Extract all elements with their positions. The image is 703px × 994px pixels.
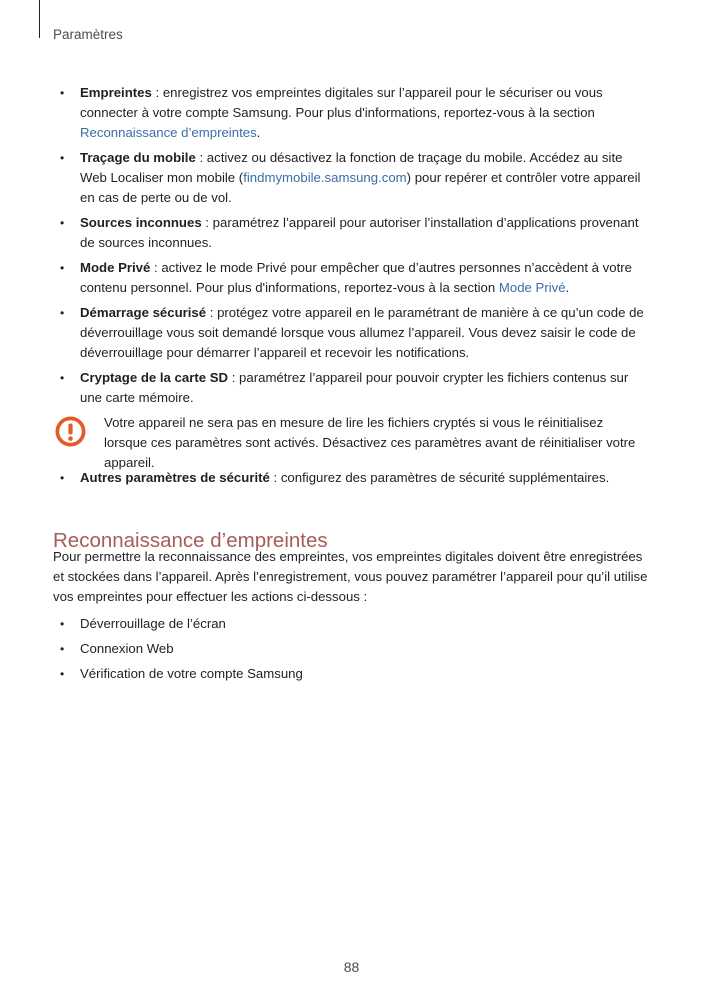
header-rule xyxy=(39,0,40,38)
list-item xyxy=(60,639,650,659)
list-item xyxy=(60,614,650,634)
item-text: : paramétrez l’appareil pour pouvoir crypter les fichiers contenus sur une carte mémoire. xyxy=(80,370,629,405)
action-label: Connexion Web xyxy=(80,641,174,656)
page-header: Paramètres xyxy=(53,27,123,42)
item-text: : protégez votre appareil en le paramétrant de manière à ce qu’un code de déverrouillage vous soit demandé lorsque vous allumez l’appareil. Vous devez saisir le code de déverrouillage pour démarrer l’appareil et recevoir les notifications. xyxy=(80,305,644,360)
link-findmymobile[interactable]: findmymobile.samsung.com xyxy=(243,170,407,185)
warning-note xyxy=(0,413,703,470)
item-text-end: ) pour repérer et contrôler votre appareil en cas de perte ou de vol. xyxy=(80,170,641,205)
item-term: Autres paramètres de sécurité xyxy=(80,470,270,485)
item-term: Traçage du mobile xyxy=(80,150,196,165)
section-title: Reconnaissance d’empreintes xyxy=(53,529,328,552)
action-label: Vérification de votre compte Samsung xyxy=(80,666,303,681)
item-term: Mode Privé xyxy=(80,260,151,275)
item-text: : activez ou désactivez la fonction de traçage du mobile. Accédez au site Web Localiser mon mobile ( xyxy=(80,150,623,185)
list-item-tracage xyxy=(60,148,650,208)
item-term: Cryptage de la carte SD xyxy=(80,370,229,385)
item-text: : configurez des paramètres de sécurité supplémentaires. xyxy=(269,470,610,485)
bullet-icon: • xyxy=(60,471,65,485)
bullet-icon: • xyxy=(60,617,65,631)
bullet-icon: • xyxy=(60,261,65,275)
item-term: Sources inconnues xyxy=(80,215,202,230)
bullet-icon: • xyxy=(60,371,65,385)
bullet-icon: • xyxy=(60,151,65,165)
item-term: Démarrage sécurisé xyxy=(80,305,207,320)
item-text-end: . xyxy=(256,125,261,140)
page-number: 88 xyxy=(343,959,360,975)
warning-icon xyxy=(54,415,87,448)
bullet-icon: • xyxy=(60,306,65,320)
list-item-demarrage xyxy=(60,303,650,363)
bullet-icon: • xyxy=(60,216,65,230)
action-label: Déverrouillage de l’écran xyxy=(80,616,226,631)
warning-text: Votre appareil ne sera pas en mesure de lire les fichiers cryptés si vous le réinitialisez lorsque ces paramètres sont activés. Désactivez ces paramètres avant de réinitialiser votre appareil. xyxy=(104,415,636,470)
bullet-icon: • xyxy=(60,667,65,681)
list-item-empreintes xyxy=(60,83,650,143)
bullet-icon: • xyxy=(60,642,65,656)
list-item-sources xyxy=(60,213,650,253)
fingerprint-actions-list xyxy=(0,614,703,689)
item-text: : paramétrez l’appareil pour autoriser l’installation d’applications provenant de sources inconnues. xyxy=(80,215,639,250)
item-text: : activez le mode Privé pour empêcher que d’autres personnes n’accèdent à votre contenu personnel. Pour plus d'informations, reportez-vous à la section xyxy=(80,260,632,295)
security-settings-list xyxy=(0,83,703,493)
list-item-autres xyxy=(60,468,650,488)
link-mode-prive[interactable]: Mode Privé xyxy=(498,280,566,295)
link-reconnaissance[interactable]: Reconnaissance d’empreintes xyxy=(80,125,257,140)
section-intro: Pour permettre la reconnaissance des empreintes, vos empreintes digitales doivent être enregistrées et stockées dans l’appareil. Après l’enregistrement, vous pouvez paramétrer l’appareil pour qu’il utilise vos empreintes pour effectuer les actions ci-dessous : xyxy=(53,549,648,604)
item-text: : enregistrez vos empreintes digitales sur l’appareil pour le sécuriser ou vous connecter à votre compte Samsung. Pour plus d'informations, reportez-vous à la section xyxy=(80,85,603,120)
list-item xyxy=(60,664,650,684)
bullet-icon: • xyxy=(60,86,65,100)
list-item-cryptage xyxy=(60,368,650,408)
item-text-end: . xyxy=(565,280,570,295)
item-term: Empreintes xyxy=(80,85,152,100)
list-item-mode-prive xyxy=(60,258,650,298)
